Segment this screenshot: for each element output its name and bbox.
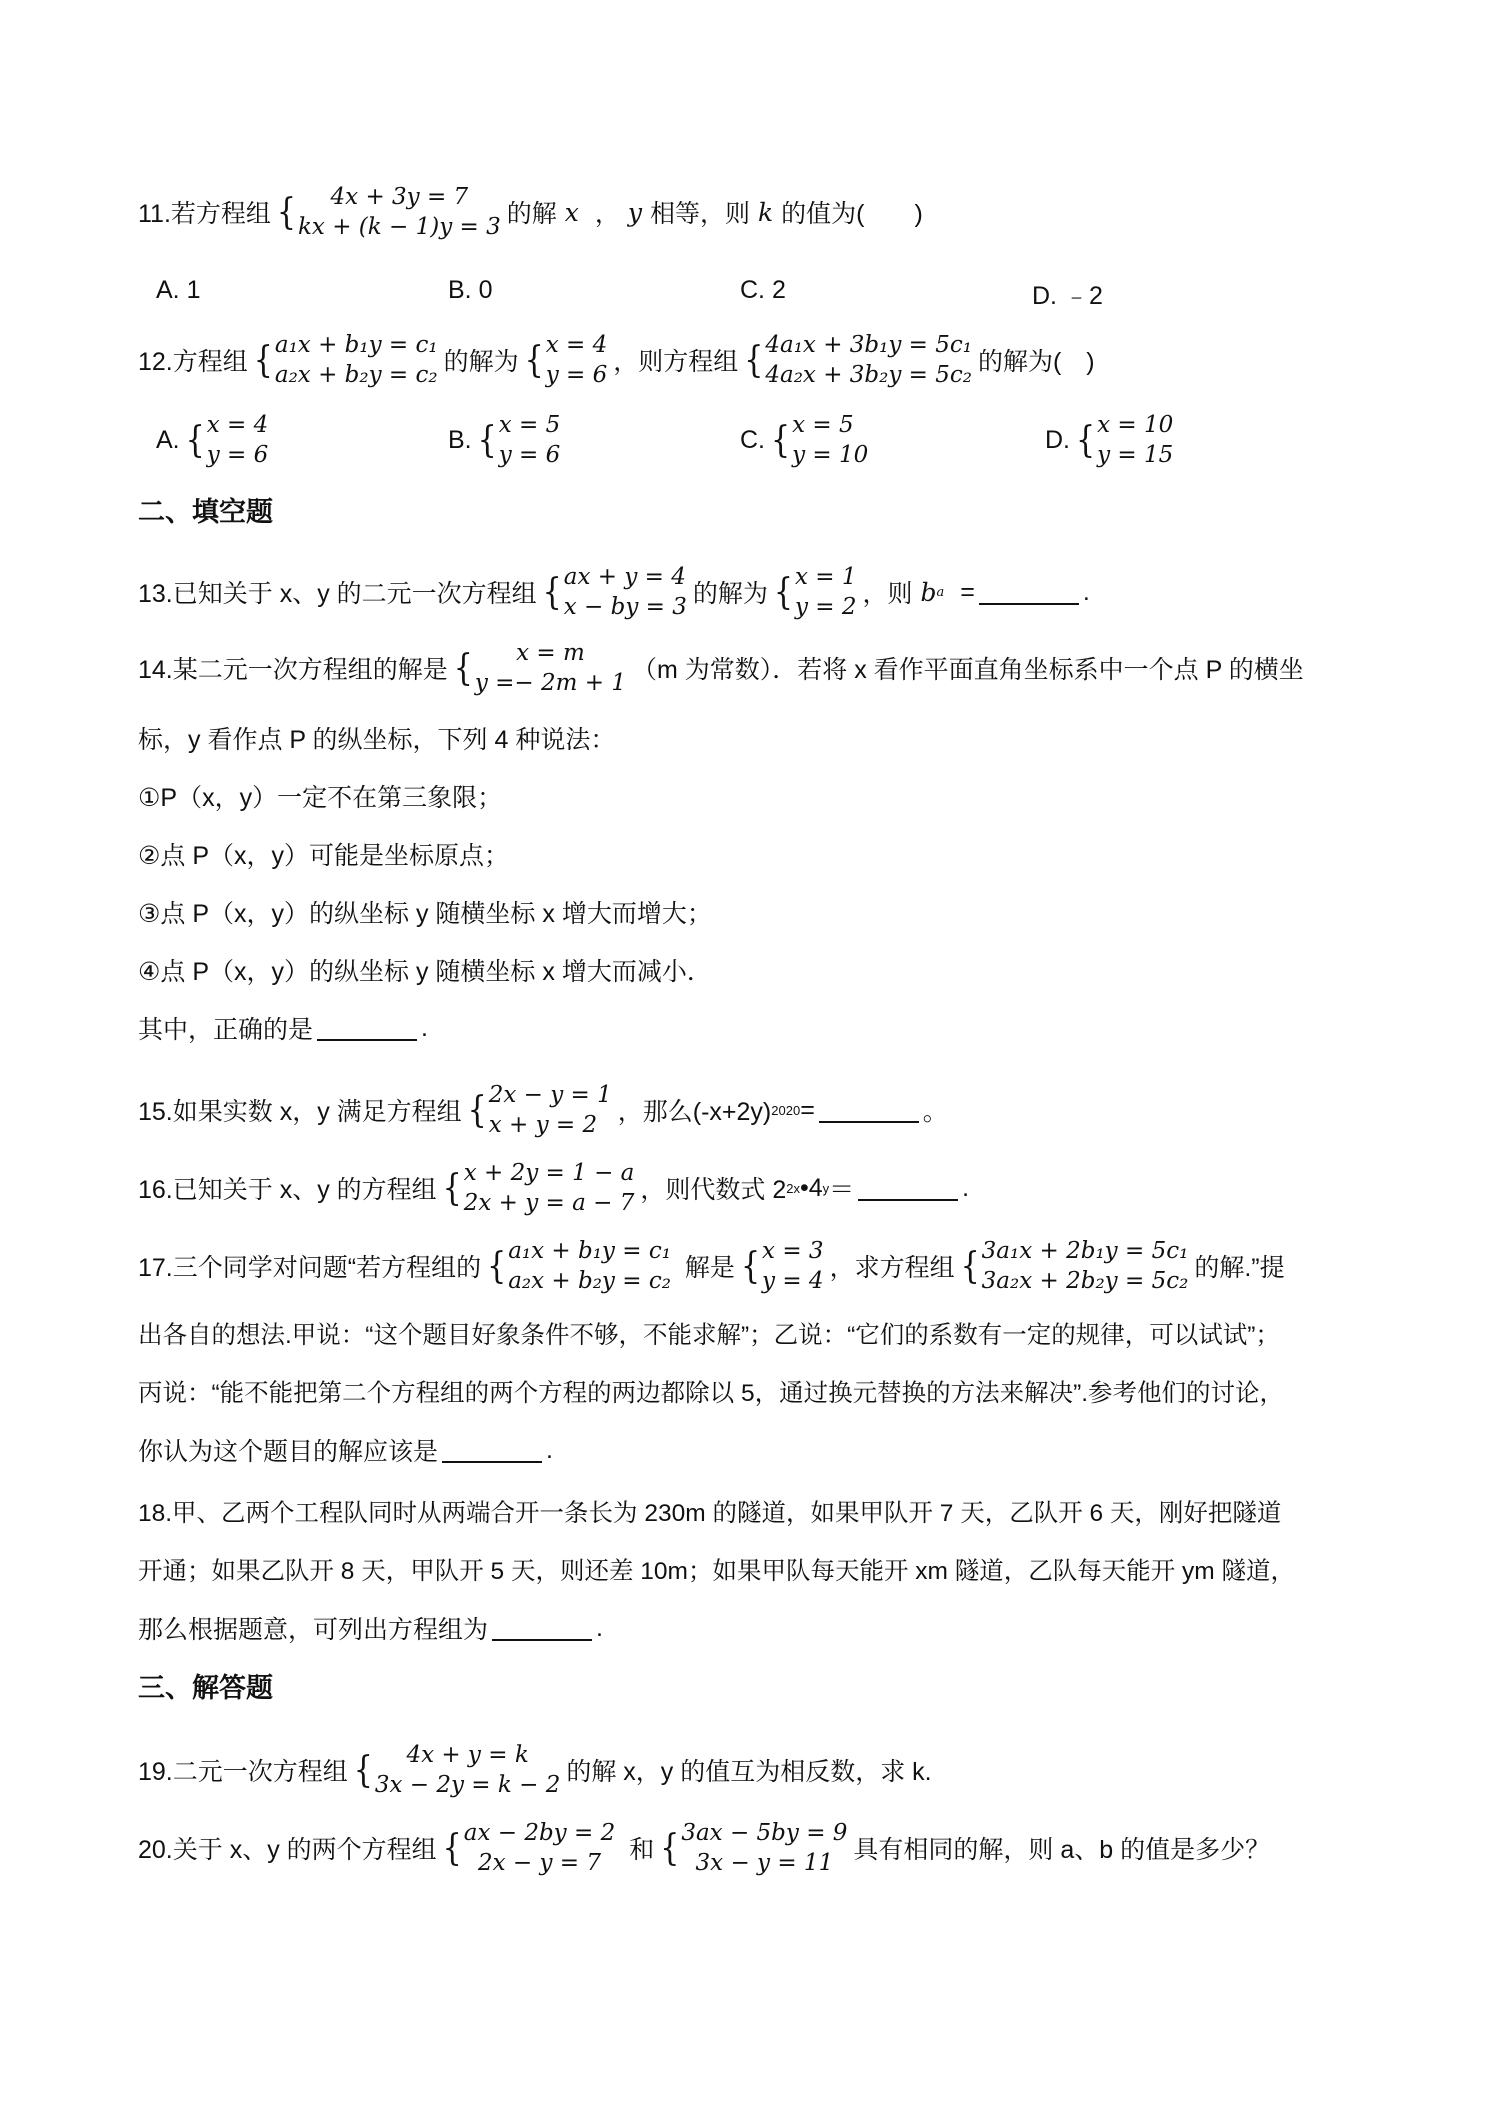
- section-heading-answer: [138, 1666, 1358, 1705]
- q17-text: 丙说：“能不能把第二个方程组的两个方程的两边都除以 5，通过换元替换的方法来解决”.参考他们的讨论，: [138, 1380, 1285, 1407]
- equation: a₂x + b₂y = c₂: [508, 1268, 671, 1294]
- q17-text: 出各自的想法.甲说：“这个题目好象条件不够，不能求解”；乙说：“它们的系数有一定的规律，可以试试”；: [138, 1322, 1280, 1349]
- q12-option-c[interactable]: [740, 410, 874, 470]
- question-13: [138, 562, 1358, 622]
- equation: 3a₂x + 2b₂y = 5c₂: [981, 1268, 1189, 1294]
- q14-answer-line: [138, 1010, 1358, 1046]
- q11-text: 相等，则: [650, 200, 751, 228]
- q16-answer-blank[interactable]: [858, 1175, 958, 1201]
- q11-eq1: 4x + 3y = 7: [330, 184, 469, 210]
- q11-var-y: y: [627, 197, 642, 227]
- q14-line-2: [138, 720, 1358, 756]
- q11-option-a[interactable]: [156, 276, 200, 305]
- q15-text: =: [800, 1095, 815, 1124]
- q15-text: 。: [922, 1098, 948, 1126]
- question-12: [138, 330, 1358, 390]
- q12-text: ，则方程组: [613, 348, 739, 376]
- equation: x = 4: [206, 412, 269, 438]
- q14-item-2: [138, 836, 1358, 872]
- q15-exponent: 2020: [771, 1102, 801, 1118]
- q11-var-k: k: [758, 197, 774, 227]
- q20-system-2: { 3ax − 5by = 9 3x − y = 11: [660, 1820, 848, 1876]
- equation: 4a₁x + 3b₁y = 5c₁: [765, 332, 972, 358]
- q17-text: ，求方程组: [829, 1254, 955, 1282]
- equation: y = 4: [762, 1268, 824, 1294]
- equation: a₁x + b₁y = c₁: [274, 332, 438, 358]
- q16-system: { x + 2y = 1 − a 2x + y = a − 7: [442, 1160, 635, 1216]
- q11-text: 的解: [506, 200, 557, 228]
- equation: x = 3: [762, 1238, 824, 1264]
- q16-text: ＝: [829, 1176, 855, 1204]
- q20-text: 和: [629, 1836, 655, 1864]
- q11-text: 11.若方程组: [138, 200, 271, 228]
- question-20: [138, 1818, 1358, 1878]
- equation: 3x − y = 11: [695, 1850, 834, 1876]
- q16-text: ，则代数式 2: [640, 1176, 787, 1204]
- equation: x = 5: [792, 412, 854, 438]
- q17-system-2: { x = 3 y = 4: [740, 1238, 824, 1294]
- equation: 2x + y = a − 7: [463, 1190, 635, 1216]
- q14-text: （m 为常数）．若将 x 看作平面直角坐标系中一个点 P 的横坐: [632, 656, 1304, 684]
- q17-text: 解是: [684, 1254, 735, 1282]
- equation: 3a₁x + 2b₁y = 5c₁: [981, 1238, 1189, 1264]
- q19-text: 19.二元一次方程组: [138, 1758, 348, 1786]
- q15-answer-blank[interactable]: [819, 1097, 919, 1123]
- q12-system-1: { a₁x + b₁y = c₁ a₂x + b₂y = c₂: [253, 332, 438, 388]
- question-18: [138, 1494, 1358, 1529]
- equation: y = 15: [1097, 442, 1174, 468]
- equation: y = 10: [792, 442, 869, 468]
- equation: 3ax − 5by = 9: [681, 1820, 848, 1846]
- q15-text: ，那么(-x+2y): [617, 1098, 772, 1126]
- q12-system-2: { x = 4 y = 6: [524, 332, 608, 388]
- option-system: { x = 10 y = 15: [1076, 412, 1174, 468]
- equation: a₁x + b₁y = c₁: [508, 1238, 671, 1264]
- q14-item-1: [138, 778, 1358, 814]
- equation: x = 5: [498, 412, 561, 438]
- q18-text: 开通；如果乙队开 8 天，甲队开 5 天，则还差 10m；如果甲队每天能开 xm 隧道，乙队每天能开 ym 隧道，: [138, 1558, 1295, 1585]
- equation: x = 10: [1097, 412, 1174, 438]
- option-label: C.: [740, 425, 765, 454]
- q14-item-4: [138, 952, 1358, 988]
- equation: x − by = 3: [563, 594, 687, 620]
- q18-line-3: [138, 1610, 1358, 1646]
- equation: x + 2y = 1 − a: [463, 1160, 635, 1186]
- q15-system: { 2x − y = 1 x + y = 2: [467, 1082, 612, 1138]
- q15-text: 15.如果实数 x，y 满足方程组: [138, 1098, 462, 1126]
- q11-text: ，: [594, 200, 620, 228]
- option-system: { x = 4 y = 6: [185, 412, 269, 468]
- equation: ax − 2by = 2: [463, 1820, 616, 1846]
- q11-var-x: x: [564, 197, 579, 227]
- question-11: [138, 182, 1358, 242]
- equation: x = 4: [545, 332, 608, 358]
- q14-answer-blank[interactable]: [317, 1015, 417, 1041]
- q14-item-text: ②点 P（x，y）可能是坐标原点；: [138, 842, 510, 870]
- q16-exponent: 2x: [786, 1180, 800, 1196]
- equation: ax + y = 4: [563, 564, 686, 590]
- q12-text: 12.方程组: [138, 348, 248, 376]
- section-title: 三、解答题: [138, 1673, 273, 1703]
- q11-option-d[interactable]: [1032, 276, 1103, 312]
- option-label: D.: [1045, 425, 1070, 454]
- equation: y =− 2m + 1: [474, 670, 626, 696]
- equation: x + y = 2: [488, 1112, 598, 1138]
- q13-text: ，则: [862, 580, 913, 608]
- q14-item-text: ①P（x，y）一定不在第三象限；: [138, 784, 503, 812]
- q12-system-3: { 4a₁x + 3b₁y = 5c₁ 4a₂x + 3b₂y = 5c₂: [744, 332, 972, 388]
- equation: y = 6: [545, 362, 608, 388]
- q12-option-a[interactable]: [156, 410, 274, 470]
- option-system: { x = 5 y = 10: [771, 412, 869, 468]
- q17-answer-blank[interactable]: [442, 1437, 542, 1463]
- option-label: B. 0: [448, 276, 493, 304]
- q16-text: .: [962, 1173, 970, 1202]
- q12-option-d[interactable]: [1045, 410, 1179, 470]
- q13-answer-blank[interactable]: [979, 579, 1079, 605]
- q14-text: 其中，正确的是: [138, 1016, 314, 1044]
- q13-text: 的解为: [692, 580, 768, 608]
- q17-text: 17.三个同学对问题“若方程组的: [138, 1254, 482, 1282]
- equation: a₂x + b₂y = c₂: [274, 362, 438, 388]
- equation: 4a₂x + 3b₂y = 5c₂: [765, 362, 972, 388]
- q19-system: { 4x + y = k 3x − 2y = k − 2: [353, 1742, 561, 1798]
- q18-line-2: [138, 1552, 1358, 1587]
- option-label: B.: [448, 425, 472, 454]
- q14-system: { x = m y =− 2m + 1: [453, 640, 626, 696]
- q18-text: 18.甲、乙两个工程队同时从两端合开一条长为 230m 的隧道，如果甲队开 7 天，乙队开 6 天，刚好把隧道: [138, 1500, 1282, 1527]
- section-heading-fill-blank: [138, 490, 1358, 529]
- q13-system-2: { x = 1 y = 2: [773, 564, 857, 620]
- option-label: A. 1: [156, 276, 201, 304]
- equation: 4x + y = k: [406, 1742, 529, 1768]
- q17-text: .: [546, 1435, 553, 1464]
- equation: 2x − y = 1: [488, 1082, 612, 1108]
- q11-eq2: kx + (k − 1)y = 3: [298, 214, 501, 240]
- equation: 3x − 2y = k − 2: [374, 1772, 561, 1798]
- q19-text: 的解 x，y 的值互为相反数，求 k.: [566, 1758, 932, 1786]
- question-15: [138, 1080, 1358, 1140]
- q13-text: 13.已知关于 x、y 的二元一次方程组: [138, 580, 537, 608]
- option-label: C. 2: [740, 276, 786, 304]
- q14-item-text: ④点 P（x，y）的纵坐标 y 随横坐标 x 增大而减小．: [138, 958, 712, 986]
- q14-text: .: [421, 1013, 428, 1042]
- q17-text: 的解.”提: [1194, 1254, 1285, 1282]
- q16-text: •4: [799, 1173, 823, 1202]
- q11-option-b[interactable]: [448, 276, 492, 305]
- option-system: { x = 5 y = 6: [477, 412, 561, 468]
- equation: y = 2: [794, 594, 857, 620]
- q13-text: =: [960, 577, 975, 606]
- question-16: [138, 1158, 1358, 1218]
- q12-option-b[interactable]: [448, 410, 566, 470]
- q17-line-3: [138, 1374, 1358, 1409]
- q18-answer-blank[interactable]: [492, 1615, 592, 1641]
- q17-line-4: [138, 1432, 1358, 1468]
- q20-system-1: { ax − 2by = 2 2x − y = 7: [442, 1820, 616, 1876]
- q13-text: .: [1082, 577, 1090, 606]
- q16-exponent: y: [822, 1180, 830, 1196]
- q14-text: 14.某二元一次方程组的解是: [138, 656, 448, 684]
- q11-text: 的值为( ): [781, 200, 923, 228]
- equation: y = 6: [206, 442, 269, 468]
- question-17: [138, 1236, 1358, 1296]
- q17-system-1: { a₁x + b₁y = c₁ a₂x + b₂y = c₂: [487, 1238, 671, 1294]
- option-label: A.: [156, 425, 180, 454]
- equation: y = 6: [498, 442, 561, 468]
- section-title: 二、填空题: [138, 497, 273, 527]
- question-19: [138, 1740, 1358, 1800]
- q12-text: 的解为: [443, 348, 519, 376]
- q14-item-3: [138, 894, 1358, 930]
- q11-system: { 4x + 3y = 7 kx + (k − 1)y = 3: [276, 184, 501, 240]
- q13-exponent: a: [936, 584, 945, 600]
- q11-option-c[interactable]: [740, 276, 786, 305]
- q18-text: 那么根据题意，可列出方程组为: [138, 1616, 489, 1644]
- q14-item-text: ③点 P（x，y）的纵坐标 y 随横坐标 x 增大而增大；: [138, 900, 712, 928]
- q20-text: 具有相同的解，则 a、b 的值是多少？: [853, 1836, 1271, 1864]
- equation: x = m: [516, 640, 585, 666]
- question-14: [138, 638, 1358, 698]
- q12-text: 的解为( ): [977, 348, 1095, 376]
- q20-text: 20.关于 x、y 的两个方程组: [138, 1836, 437, 1864]
- q18-text: .: [596, 1613, 603, 1642]
- q13-system-1: { ax + y = 4 x − by = 3: [542, 564, 687, 620]
- q17-line-2: [138, 1316, 1358, 1351]
- q14-text: 标，y 看作点 P 的纵坐标，下列 4 种说法：: [138, 726, 616, 754]
- q17-text: 你认为这个题目的解应该是: [138, 1438, 439, 1466]
- q13-base: b: [920, 577, 937, 607]
- equation: x = 1: [794, 564, 857, 590]
- equation: 2x − y = 7: [477, 1850, 601, 1876]
- option-label: D. ﹣2: [1032, 282, 1103, 310]
- q17-system-3: { 3a₁x + 2b₁y = 5c₁ 3a₂x + 2b₂y = 5c₂: [960, 1238, 1189, 1294]
- q16-text: 16.已知关于 x、y 的方程组: [138, 1176, 437, 1204]
